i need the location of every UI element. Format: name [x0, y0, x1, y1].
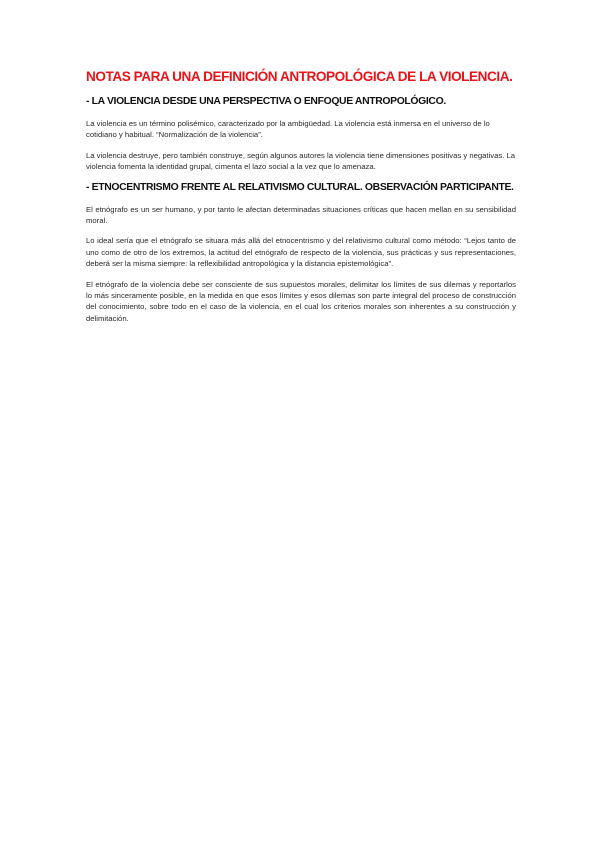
- section-anthropological-perspective: [86, 95, 516, 173]
- section-ethnocentrism-relativism: [86, 181, 516, 325]
- paragraph: Lo ideal sería que el etnógrafo se situara más allá del etnocentrismo y del relativismo cultural como método: “Lejos tanto de uno como de otro de los extremos, la actitud del etnógrafo de respecto de la violencia, sus prácticas y sus representaciones, deberá ser la misma siempre: la reflexibilidad antropológica y la distancia epistemológica”.: [86, 236, 516, 269]
- paragraph: La violencia destruye, pero también construye, según algunos autores la violencia tiene dimensiones positivas y negativas. La violencia fomenta la identidad grupal, cimenta el lazo social a la vez que lo amenaza.: [86, 150, 516, 172]
- section-heading: - ETNOCENTRISMO FRENTE AL RELATIVISMO CULTURAL. OBSERVACIÓN PARTICIPANTE.: [86, 181, 514, 193]
- paragraph: La violencia es un término polisémico, caracterizado por la ambigüedad. La violencia está inmersa en el universo de lo cotidiano y habitual. “Normalización de la violencia”.: [86, 119, 490, 140]
- section-heading: - LA VIOLENCIA DESDE UNA PERSPECTIVA O ENFOQUE ANTROPOLÓGICO.: [86, 96, 446, 107]
- document-title: NOTAS PARA UNA DEFINICIÓN ANTROPOLÓGICA DE LA VIOLENCIA.: [86, 69, 513, 84]
- paragraph: El etnógrafo es un ser humano, y por tanto le afectan determinadas situaciones críticas que hacen mellan en su sensibilidad moral.: [86, 204, 516, 226]
- paragraph: El etnógrafo de la violencia debe ser consciente de sus supuestos morales, delimitar los límites de sus dilemas y reportarlos lo más sinceramente posible, en la medida en que esos límites y esos dilemas son parte integral del proceso de construcción del conocimiento, sobre todo en el caso de la violencia, en el cual los criterios morales son inherentes a su construcción y delimitación.: [86, 279, 516, 323]
